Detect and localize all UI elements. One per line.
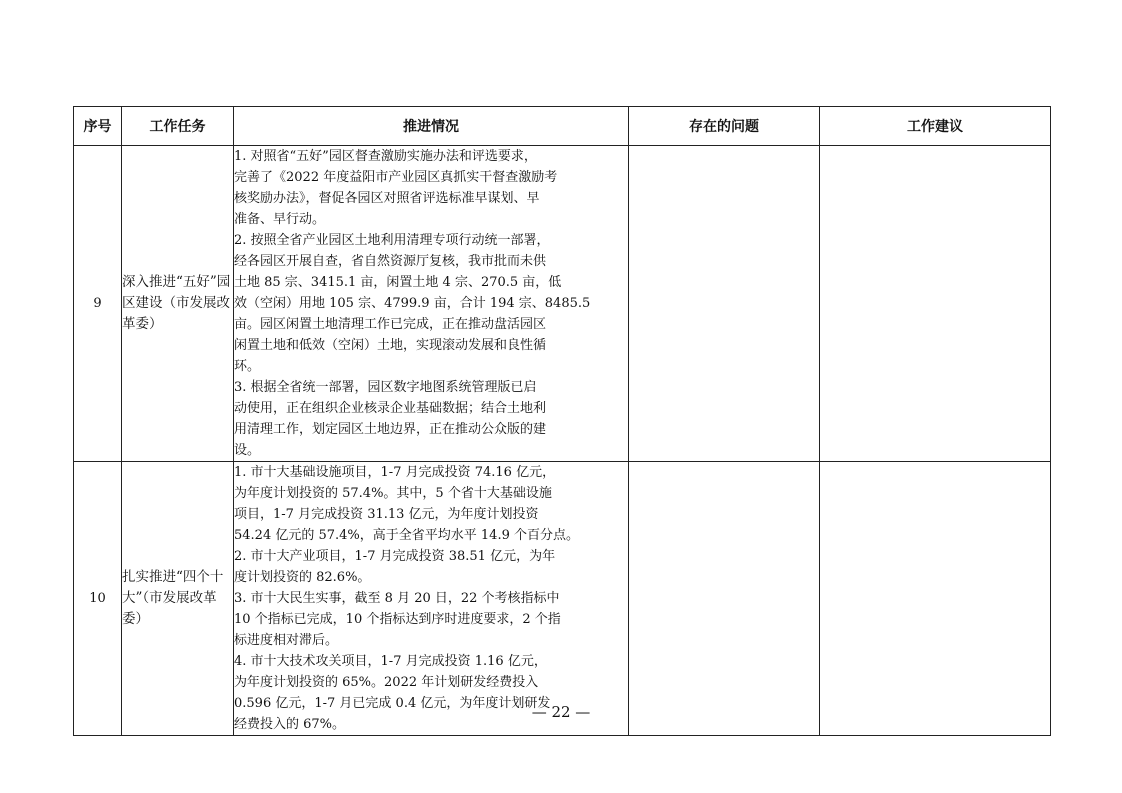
progress-line: 1. 对照省“五好”园区督查激励实施办法和评选要求， (234, 149, 537, 164)
progress-line: 经费投入的 67%。 (234, 717, 346, 732)
row-progress (234, 146, 629, 462)
row-work-task: 扎实推进“四个十大”（市发展改革委） (122, 462, 234, 736)
table-row (74, 146, 1051, 462)
progress-line: 准备、早行动。 (234, 212, 326, 227)
row-existing-problems (629, 146, 820, 462)
progress-line: 动使用，正在组织企业核录企业基础数据；结合土地利 (234, 401, 547, 416)
progress-table (73, 106, 1051, 736)
row-progress (234, 462, 629, 736)
progress-line: 54.24 亿元的 57.4%，高于全省平均水平 14.9 个百分点。 (234, 528, 579, 543)
progress-line: 环。 (234, 359, 261, 374)
progress-line: 10 个指标已完成，10 个指标达到序时进度要求，2 个指 (234, 612, 561, 627)
progress-line: 4. 市十大技术攻关项目，1-7 月完成投资 1.16 亿元， (234, 654, 547, 669)
progress-line: 度计划投资的 82.6%。 (234, 570, 371, 585)
table-row (74, 462, 1051, 736)
progress-line: 设。 (234, 443, 261, 458)
progress-line: 3. 市十大民生实事，截至 8 月 20 日，22 个考核指标中 (234, 591, 560, 606)
progress-line: 效（空闲）用地 105 宗、4799.9 亩，合计 194 宗、8485.5 (234, 296, 591, 311)
progress-line: 标进度相对滞后。 (234, 633, 339, 648)
table-header-row (74, 107, 1051, 146)
progress-line: 2. 市十大产业项目，1-7 月完成投资 38.51 亿元，为年 (234, 549, 556, 564)
row-serial-number: 9 (74, 146, 122, 462)
header-work-suggestions: 工作建议 (820, 107, 1051, 146)
row-existing-problems (629, 462, 820, 736)
progress-line: 3. 根据全省统一部署，园区数字地图系统管理版已启 (234, 380, 537, 395)
progress-line: 用清理工作，划定园区土地边界，正在推动公众版的建 (234, 422, 547, 437)
header-work-task: 工作任务 (122, 107, 234, 146)
progress-line: 1. 市十大基础设施项目，1-7 月完成投资 74.16 亿元， (234, 465, 556, 480)
header-existing-problems: 存在的问题 (629, 107, 820, 146)
header-serial-number: 序号 (74, 107, 122, 146)
page-number: — 22 — (531, 703, 591, 721)
row-work-task: 深入推进“五好”园区建设（市发展改革委） (122, 146, 234, 462)
progress-line: 完善了《2022 年度益阳市产业园区真抓实干督查激励考 (234, 170, 558, 185)
progress-line: 亩。园区闲置土地清理工作已完成，正在推动盘活园区 (234, 317, 547, 332)
row-serial-number: 10 (74, 462, 122, 736)
progress-line: 经各园区开展自查，省自然资源厅复核，我市批而未供 (234, 254, 547, 269)
progress-line: 闲置土地和低效（空闲）土地，实现滚动发展和良性循 (234, 338, 547, 353)
row-work-suggestions (820, 146, 1051, 462)
progress-line: 项目，1-7 月完成投资 31.13 亿元，为年度计划投资 (234, 507, 539, 522)
progress-line: 0.596 亿元，1-7 月已完成 0.4 亿元，为年度计划研发 (234, 696, 551, 711)
row-work-suggestions (820, 462, 1051, 736)
progress-line: 土地 85 宗、3415.1 亩，闲置土地 4 宗、270.5 亩，低 (234, 275, 562, 290)
progress-line: 2. 按照全省产业园区土地利用清理专项行动统一部署， (234, 233, 550, 248)
header-progress: 推进情况 (234, 107, 629, 146)
progress-line: 为年度计划投资的 65%。2022 年计划研发经费投入 (234, 675, 539, 690)
progress-line: 为年度计划投资的 57.4%。其中，5 个省十大基础设施 (234, 486, 552, 501)
progress-line: 核奖励办法》，督促各园区对照省评选标准早谋划、早 (234, 191, 540, 206)
